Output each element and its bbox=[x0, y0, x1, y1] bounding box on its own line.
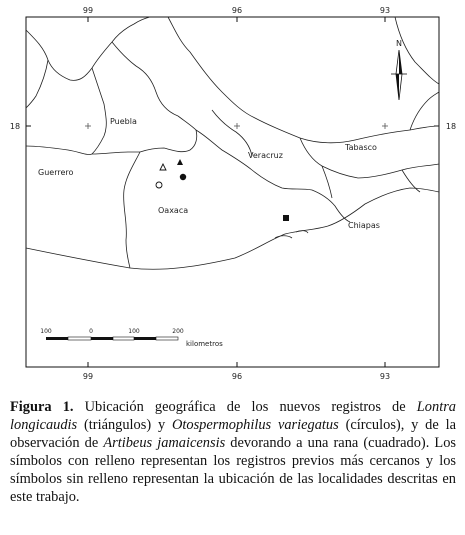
state-label-chiapas: Chiapas bbox=[348, 221, 380, 230]
scale-unit-label: kilometros bbox=[186, 340, 223, 348]
scale-tick-0: 0 bbox=[89, 328, 93, 335]
map-frame bbox=[26, 17, 439, 367]
scale-tick-200: 200 bbox=[172, 328, 184, 335]
latitude-tick-left-18: 18 bbox=[9, 122, 21, 131]
north-label: N bbox=[396, 39, 402, 48]
state-label-puebla: Puebla bbox=[110, 117, 137, 126]
longitude-tick-top-93: 93 bbox=[379, 6, 391, 15]
caption-species-2: Otospermophilus variegatus bbox=[172, 417, 339, 433]
latitude-tick-right-18: 18 bbox=[445, 122, 457, 131]
longitude-tick-bottom-99: 99 bbox=[82, 372, 94, 381]
open-circle-symbol bbox=[156, 182, 162, 188]
longitude-tick-top-99: 99 bbox=[82, 6, 94, 15]
state-label-tabasco: Tabasco bbox=[345, 143, 377, 152]
longitude-tick-bottom-96: 96 bbox=[231, 372, 243, 381]
state-label-veracruz: Veracruz bbox=[248, 151, 283, 160]
state-label-guerrero: Guerrero bbox=[38, 168, 74, 177]
longitude-tick-bottom-93: 93 bbox=[379, 372, 391, 381]
caption-text-1: Ubicación geográfica de los nuevos registros de bbox=[73, 399, 417, 415]
filled-square-symbol bbox=[283, 215, 289, 221]
scale-tick-100-right: 100 bbox=[128, 328, 140, 335]
scale-tick-100-left: 100 bbox=[40, 328, 52, 335]
longitude-tick-top-96: 96 bbox=[231, 6, 243, 15]
caption-species-1: Lontra longicaudis bbox=[10, 399, 456, 433]
caption-figure-label: Figura 1. bbox=[10, 399, 74, 415]
figure-caption bbox=[10, 398, 456, 506]
caption-text-3: (círculos), y de la observación de bbox=[10, 417, 456, 451]
filled-circle-symbol bbox=[180, 174, 186, 180]
caption-species-3: Artibeus jamaicensis bbox=[103, 435, 226, 451]
caption-text-2: (triángulos) y bbox=[77, 417, 172, 433]
state-label-oaxaca: Oaxaca bbox=[158, 206, 189, 215]
caption-text-4: devorando a una rana (cuadrado). Los símbolos con relleno representan los registros previos más cercanos y los símbolos sin relleno representan la ubicación de las localidades descritas en este trabajo. bbox=[10, 435, 456, 505]
